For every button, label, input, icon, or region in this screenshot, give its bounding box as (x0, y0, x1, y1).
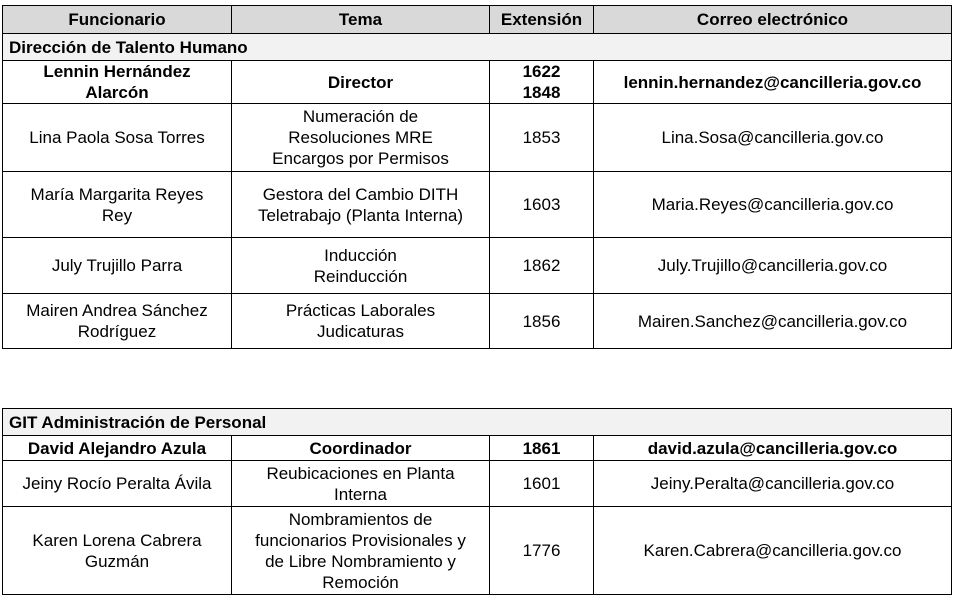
topic-line: Interna (334, 484, 387, 504)
name-cell (3, 104, 232, 172)
name-line: Alarcón (85, 83, 149, 102)
name-line: David Alejandro Azula (27, 438, 207, 458)
table-row (3, 294, 952, 349)
extension-cell (490, 461, 594, 507)
topic-line: de Libre Nombramiento y (265, 551, 456, 571)
header-tema: Tema (232, 6, 490, 34)
email-cell[interactable]: david.azula@cancilleria.gov.co (594, 436, 952, 461)
email-cell[interactable]: July.Trujillo@cancilleria.gov.co (594, 238, 952, 294)
email-cell[interactable]: Mairen.Sanchez@cancilleria.gov.co (594, 294, 952, 349)
topic-line: Reinducción (313, 266, 408, 286)
header-correo: Correo electrónico (594, 6, 952, 34)
extension-value: 1776 (522, 541, 561, 560)
name-line: Rodríguez (77, 322, 157, 341)
name-line: Jeiny Rocío Peralta Ávila (22, 474, 212, 493)
header-extension: Extensión (490, 6, 594, 34)
topic-line: Numeración de (302, 107, 419, 126)
topic-cell (232, 507, 490, 595)
name-line: July Trujillo Parra (51, 256, 183, 275)
table-row (3, 238, 952, 294)
table-row (3, 461, 952, 507)
section-title-row (3, 34, 952, 61)
header-row (3, 6, 952, 34)
topic-line: Gestora del Cambio DITH (262, 184, 459, 204)
table-row (3, 436, 952, 461)
topic-line: Encargos por Permisos (272, 149, 449, 168)
email-cell[interactable]: lennin.hernandez@cancilleria.gov.co (594, 61, 952, 104)
topic-cell (232, 104, 490, 172)
extension-cell (490, 172, 594, 238)
extension-cell (490, 61, 594, 104)
topic-line: Judicaturas (317, 322, 404, 341)
section-title: GIT Administración de Personal (3, 409, 952, 436)
name-cell (3, 461, 232, 507)
extension-cell (490, 436, 594, 461)
section-title-row (3, 409, 952, 436)
extension-value: 1861 (522, 438, 561, 458)
extension-value: 1853 (522, 128, 561, 147)
topic-line: Inducción (324, 245, 397, 265)
email-cell[interactable]: Jeiny.Peralta@cancilleria.gov.co (594, 461, 952, 507)
extension-value: 1848 (522, 83, 561, 102)
name-cell (3, 61, 232, 104)
table-row (3, 172, 952, 238)
name-line: Lennin Hernández (43, 62, 191, 81)
name-line: Karen Lorena Cabrera (32, 530, 202, 550)
topic-cell (232, 461, 490, 507)
extension-cell (490, 507, 594, 595)
name-line: Guzmán (84, 551, 150, 571)
name-line: Mairen Andrea Sánchez (26, 301, 208, 320)
header-funcionario: Funcionario (3, 6, 232, 34)
table-row (3, 61, 952, 104)
name-line: María Margarita Reyes (30, 184, 204, 204)
name-cell (3, 238, 232, 294)
topic-line: Reubicaciones en Planta (266, 463, 455, 483)
email-cell[interactable]: Maria.Reyes@cancilleria.gov.co (594, 172, 952, 238)
name-cell (3, 436, 232, 461)
topic-line: Teletrabajo (Planta Interna) (257, 205, 464, 225)
email-cell[interactable]: Karen.Cabrera@cancilleria.gov.co (594, 507, 952, 595)
name-line: Rey (101, 205, 133, 225)
topic-line: Coordinador (309, 438, 412, 458)
extension-value: 1601 (522, 474, 561, 493)
topic-line: Nombramientos de (288, 509, 433, 529)
extension-value: 1603 (522, 195, 561, 214)
topic-line: Resoluciones MRE (288, 128, 433, 147)
name-cell (3, 507, 232, 595)
table-row (3, 104, 952, 172)
topic-line: Director (327, 72, 394, 92)
extension-value: 1862 (522, 256, 561, 275)
topic-cell (232, 238, 490, 294)
email-cell[interactable]: Lina.Sosa@cancilleria.gov.co (594, 104, 952, 172)
directory-table-talento-humano (2, 5, 952, 349)
name-cell (3, 172, 232, 238)
directory-table-administracion-personal (2, 408, 952, 595)
topic-line: Remoción (322, 572, 399, 592)
topic-line: funcionarios Provisionales y (255, 530, 466, 550)
extension-cell (490, 104, 594, 172)
topic-cell (232, 294, 490, 349)
extension-cell (490, 294, 594, 349)
topic-cell (232, 61, 490, 104)
section-title: Dirección de Talento Humano (3, 34, 952, 61)
extension-value: 1856 (522, 311, 561, 331)
topic-line: Prácticas Laborales (285, 301, 436, 320)
extension-cell (490, 238, 594, 294)
topic-cell (232, 436, 490, 461)
name-cell (3, 294, 232, 349)
table-row (3, 507, 952, 595)
name-line: Lina Paola Sosa Torres (29, 128, 205, 147)
extension-value: 1622 (522, 62, 561, 81)
topic-cell (232, 172, 490, 238)
